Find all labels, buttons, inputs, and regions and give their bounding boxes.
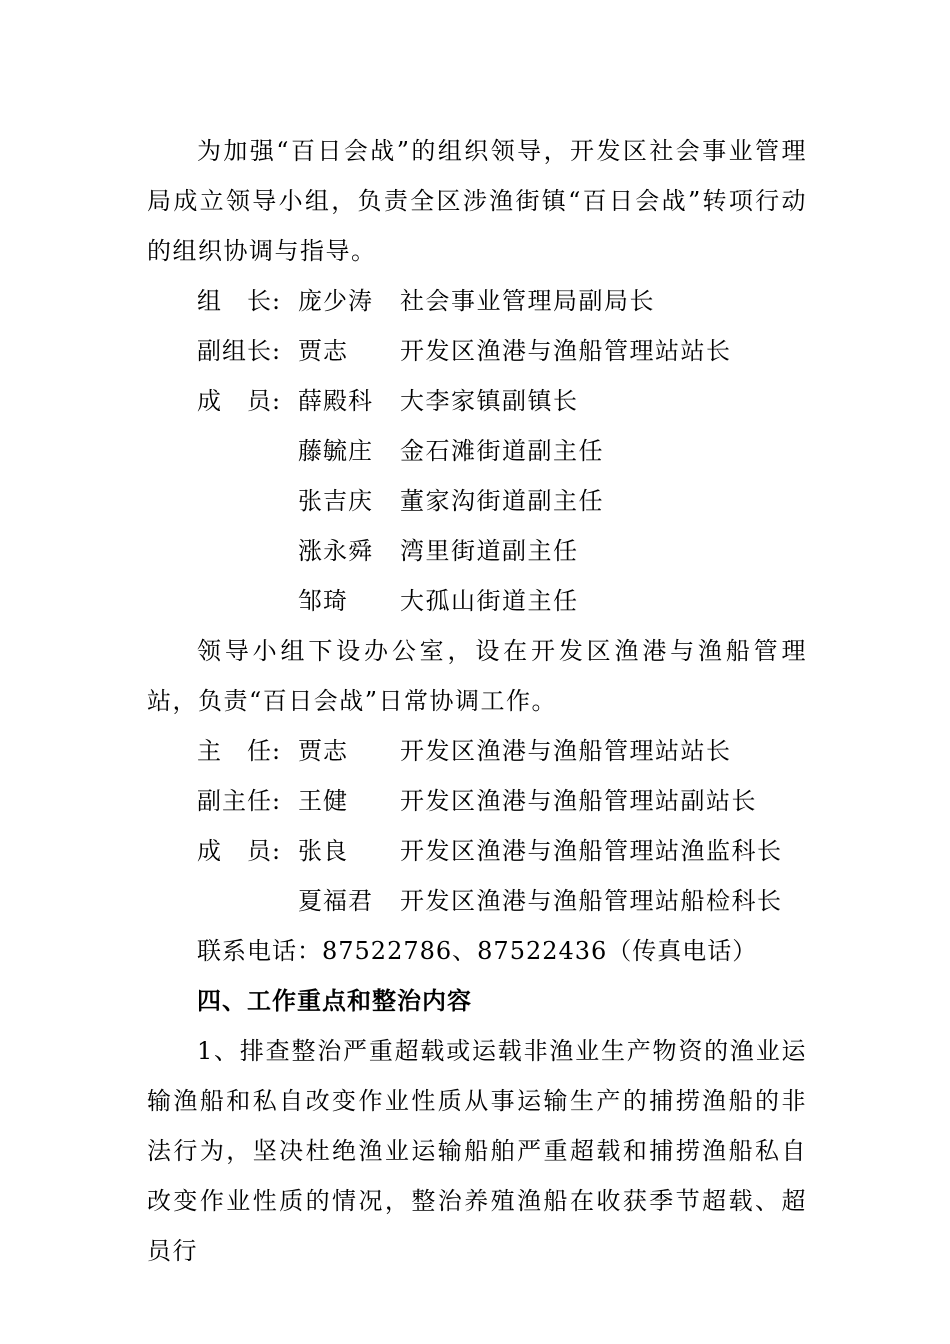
member-title: 开发区渔港与渔船管理站副站长 (400, 787, 757, 815)
member-name: 张吉庆 (298, 487, 373, 515)
group-member-row (147, 376, 807, 426)
office-member-row (147, 876, 807, 926)
member-name: 贾志 (298, 337, 348, 365)
member-title: 湾里街道副主任 (400, 537, 579, 565)
member-title: 开发区渔港与渔船管理站站长 (400, 737, 732, 765)
role-label: 组 长: (197, 287, 282, 315)
group-member-row (147, 526, 807, 576)
group-leader-row (147, 276, 807, 326)
role-label: 副组长: (197, 337, 282, 365)
member-title: 金石滩街道副主任 (400, 437, 604, 465)
office-deputy-row (147, 776, 807, 826)
member-name: 贾志 (298, 737, 348, 765)
office-member-row (147, 826, 807, 876)
member-title: 董家沟街道副主任 (400, 487, 604, 515)
role-label: 主 任: (197, 737, 282, 765)
member-name: 张良 (298, 837, 348, 865)
member-name: 邹琦 (298, 587, 348, 615)
member-title: 社会事业管理局副局长 (400, 287, 655, 315)
member-name: 庞少涛 (298, 287, 373, 315)
role-label: 成 员: (197, 837, 282, 865)
member-title: 开发区渔港与渔船管理站站长 (400, 337, 732, 365)
member-name: 夏福君 (298, 887, 373, 915)
role-label: 副主任: (197, 787, 282, 815)
group-member-row (147, 576, 807, 626)
office-paragraph: 领导小组下设办公室，设在开发区渔港与渔船管理站，负责“百日会战”日常协调工作。 (147, 637, 807, 715)
intro-paragraph: 为加强“百日会战”的组织领导，开发区社会事业管理局成立领导小组，负责全区涉渔街镇“百日会战”转项行动的组织协调与指导。 (147, 137, 807, 265)
member-title: 开发区渔港与渔船管理站渔监科长 (400, 837, 783, 865)
member-title: 开发区渔港与渔船管理站船检科长 (400, 887, 783, 915)
member-title: 大李家镇副镇长 (400, 387, 579, 415)
member-name: 藤毓庄 (298, 437, 373, 465)
item-1-paragraph: 1、排查整治严重超载或运载非渔业生产物资的渔业运输渔船和私自改变作业性质从事运输生产的捕捞渔船的非法行为，坚决杜绝渔业运输船舶严重超载和捕捞渔船私自改变作业性质的情况，整治养殖渔船在收获季节超载、超员行 (147, 1037, 807, 1265)
member-name: 涨永舜 (298, 537, 373, 565)
office-director-row (147, 726, 807, 776)
role-label: 成 员: (197, 387, 282, 415)
group-member-row (147, 476, 807, 526)
contact-line: 联系电话：87522786、87522436（传真电话） (197, 937, 758, 965)
section-heading: 四、工作重点和整治内容 (197, 986, 472, 1015)
deputy-leader-row (147, 326, 807, 376)
member-title: 大孤山街道主任 (400, 587, 579, 615)
member-name: 王健 (298, 787, 348, 815)
group-member-row (147, 426, 807, 476)
member-name: 薛殿科 (298, 387, 373, 415)
